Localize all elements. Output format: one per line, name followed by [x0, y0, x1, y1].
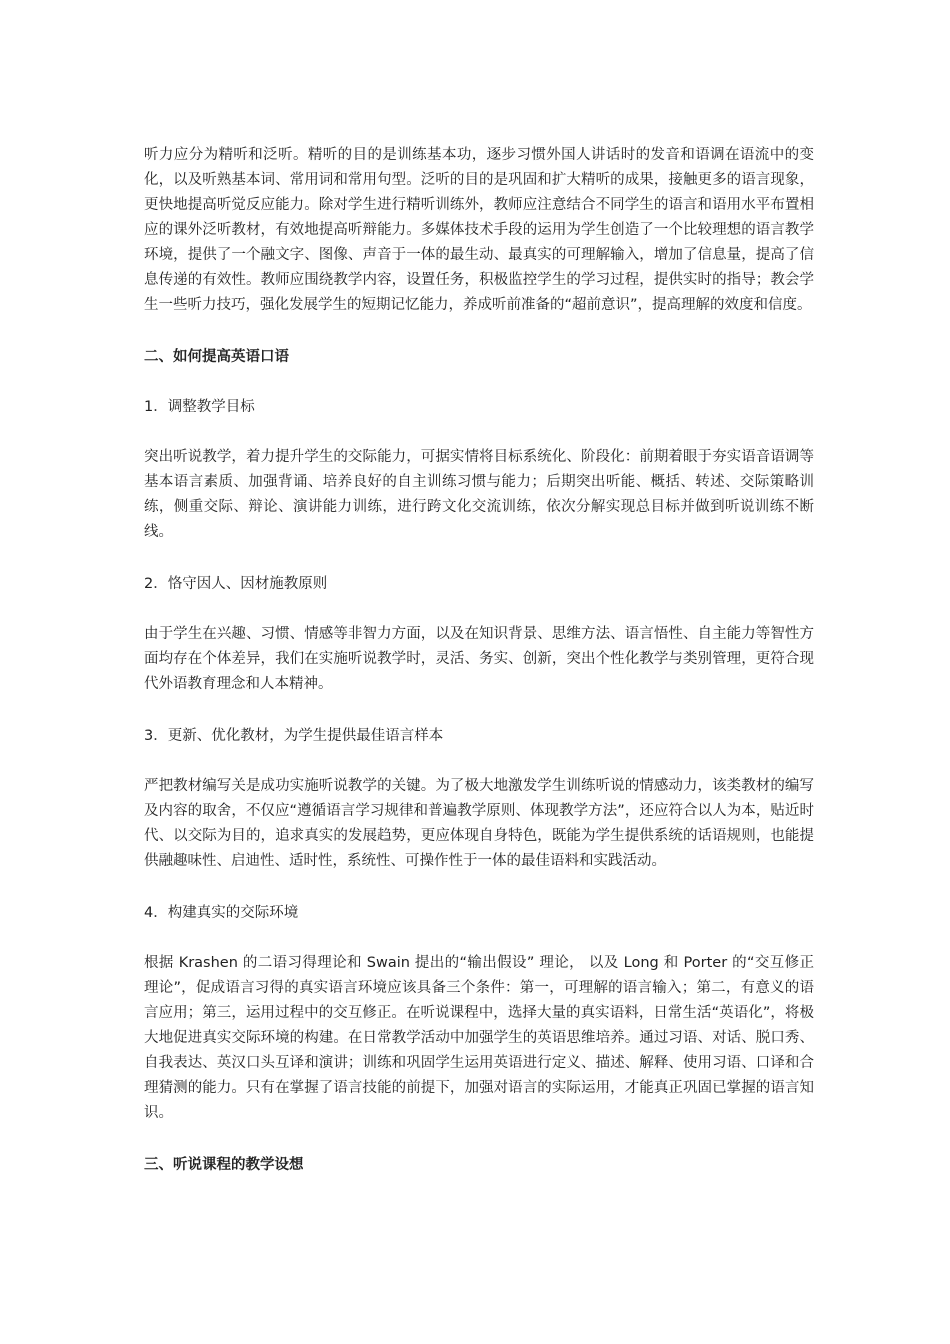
section-heading-oral-english: 二、如何提高英语口语 [144, 349, 289, 365]
paragraph-listening: 听力应分为精听和泛听。精听的目的是训练基本功，逐步习惯外国人讲话时的发音和语调在语流中的变化，以及听熟基本词、常用词和常用句型。泛听的目的是巩固和扩大精听的成果，接触更多的语言现象，更快地提高听觉反应能力。除对学生进行精听训练外，教师应注意结合不同学生的语言和语用水平布置相应的课外泛听教材，有效地提高听辩能力。多媒体技术手段的运用为学生创造了一个比较理想的语言教学环境，提供了一个融文字、图像、声音于一体的最生动、最真实的可理解输入，增加了信息量，提高了信息传递的有效性。教师应围绕教学内容，设置任务，积极监控学生的学习过程，提供实时的指导；教会学生一些听力技巧，强化发展学生的短期记忆能力，养成听前准备的“超前意识”，提高理解的效度和信度。 [144, 147, 814, 313]
paragraph-individualized-teaching: 由于学生在兴趣、习惯、情感等非智力方面，以及在知识背景、思维方法、语言悟性、自主能力等智性方面均存在个体差异，我们在实施听说教学时，灵活、务实、创新，突出个性化教学与类别管理，更符合现代外语教育理念和人本精神。 [144, 626, 814, 692]
subheading-teaching-goals: 1．调整教学目标 [144, 399, 255, 415]
subheading-communicative-environment: 4．构建真实的交际环境 [144, 905, 299, 921]
paragraph-teaching-goals: 突出听说教学，着力提升学生的交际能力，可据实情将目标系统化、阶段化：前期着眼于夯实语音语调等基本语言素质、加强背诵、培养良好的自主训练习惯与能力；后期突出听能、概括、转述、交际策略训练，侧重交际、辩论、演讲能力训练，进行跨文化交流训练，依次分解实现总目标并做到听说训练不断线。 [144, 449, 814, 540]
paragraph-communicative-environment: 根据 Krashen 的二语习得理论和 Swain 提出的“输出假设” 理论， 以及 Long 和 Porter 的“交互修正理论”，促成语言习得的真实语言环境应该具备三个条件：第一，可理解的语言输入；第二，有意义的语言应用；第三，运用过程中的交互修正。在听说课程中，选择大量的真实语料，日常生活“英语化”，将极大地促进真实交际环境的构建。在日常教学活动中加强学生的英语思维培养。通过习语、对话、脱口秀、自我表达、英汉口头互译和演讲；训练和巩固学生运用英语进行定义、描述、解释、使用习语、口译和合理猜测的能力。只有在掌握了语言技能的前提下，加强对语言的实际运用，才能真正巩固已掌握的语言知识。 [144, 955, 814, 1121]
paragraph-update-materials: 严把教材编写关是成功实施听说教学的关键。为了极大地激发学生训练听说的情感动力，该类教材的编写及内容的取舍，不仅应“遵循语言学习规律和普遍教学原则、体现教学方法”，还应符合以人为本，贴近时代、以交际为目的，追求真实的发展趋势，更应体现自身特色，既能为学生提供系统的话语规则，也能提供融趣味性、启迪性、适时性，系统性、可操作性于一体的最佳语料和实践活动。 [144, 778, 814, 869]
subheading-update-materials: 3．更新、优化教材，为学生提供最佳语言样本 [144, 728, 444, 744]
section-heading-course-design: 三、听说课程的教学设想 [144, 1157, 304, 1173]
subheading-individualized-teaching: 2．恪守因人、因材施教原则 [144, 576, 328, 592]
document-page [144, 143, 814, 1203]
